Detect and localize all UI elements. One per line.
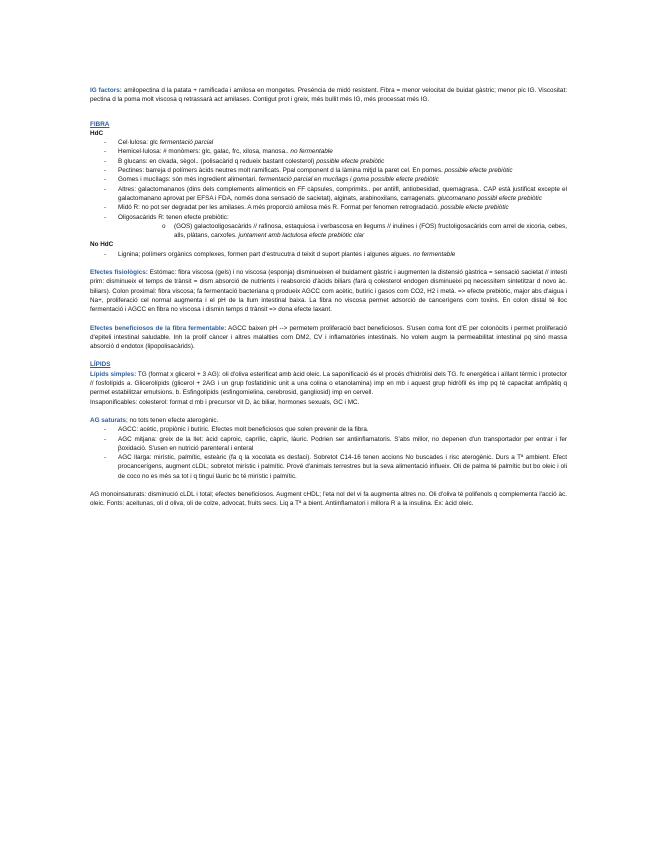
item-text: : són més ingredient alimentari. [168, 176, 259, 184]
list-item [104, 435, 567, 454]
item-note: no fermentable [290, 148, 333, 156]
item-note: glucomanano possibl efecte prebiòtic [437, 194, 542, 202]
item-term: Oligosacàrids R [118, 213, 163, 221]
item-term: Altres [118, 185, 135, 193]
saturated-fa-list [90, 425, 567, 481]
list-item [104, 147, 567, 156]
ig-factors-paragraph [90, 86, 567, 105]
fibra-list [90, 138, 567, 240]
item-term: AGCC [118, 426, 137, 434]
item-text: : # monòmers: glc, galac, frc, xilosa, manosa.. [159, 148, 291, 156]
item-note: possible efecte prebiòtic [444, 167, 513, 175]
item-term: Pectines [118, 167, 143, 175]
item-note: possible efecte prebiòtic [316, 157, 385, 165]
list-item [104, 453, 567, 481]
physiological-effects-label: Efectes fisiològics: [90, 269, 148, 277]
physiological-effects-text: Estómac: fibra viscosa (gels) i no viscosa (esponja) disminueixen el buidament gàstric i augmenten la distensió gàstrica = sensació sacietat // intesti prim: disminueix el temps de trànsit = dism absorció de nutrients i reabsorció d'àcids biliars (farà q colesterol endogen disminueixi pq necessitem sintetitzar d novo àc. biliars). Colon proximal: fibra viscosa; fa fermentació bacteriana q produeix AGCC com acètic, butíric i gasos com CO2, H2 i metà. => efecte prebiòtic, major abs d'aigua i Na+, proliferació cel normal augmenta i el pH de la llum intestinal baixa. La fibra no viscosa permet adsorció de cancerígens com toxins. En colon distal té lloc fermentació i AGCC en fibra no viscosa i dismin temps d trànsit => dona efecte laxant. [90, 269, 567, 314]
item-term: Β glucans [118, 157, 146, 165]
item-note: fermentació parcial en mucílags i goma possible efecte prebiòtic [258, 176, 439, 184]
ig-factors-label: IG factors: [90, 87, 122, 94]
item-text: : acètic, propiònic i butíric. Efectes molt beneficiosos que solen prevenir de la fibra. [136, 426, 369, 434]
unsaponifiable-paragraph: Insaponificables: colesterol: format d mb i precursor vit D, àc biliar, hormones sexuals, GC i MC. [90, 398, 360, 406]
list-item [104, 213, 567, 241]
monounsaturated-fa-label: AG monoinsaturats [90, 490, 145, 498]
item-text: (GOS) galactooligosacàrids // rafinosa, estaquiosa i verbascosa en llegums // inulines i (FOS) fructoligosacàrids com arrel de xicoria, cebes, alls, plàtans, carxofes. [174, 222, 567, 240]
item-note: juntament amb lactulosa efecte prebiòtic clar [238, 232, 365, 240]
list-item [104, 175, 567, 184]
list-item [162, 222, 567, 241]
item-text: : galactomananos (dins dels complements alimenticis en FF càpsules, comprimits.. per antiifl, antiobesidad, quemagrasa.. CAP està justificat excepte el galactomanano aprovat per EFSA i FDA, només dona sensació de sacietat), alginats, arabinoxilans, carragenats. [118, 185, 567, 202]
fermentable-fibre-label: Efectes beneficiosos de la fibra fermentable: [90, 324, 227, 332]
item-text: : en civada, sègol.. (polisacàrid q redueix bastant colesterol) [145, 157, 317, 165]
item-note: fermentació parcial [159, 139, 214, 147]
item-term: Gomes i mucílags [118, 176, 169, 184]
fibra-heading: FIBRA [90, 120, 110, 128]
no-hdc-subheading: No HdC [90, 241, 114, 249]
item-term: Cel·lulosa [118, 139, 147, 147]
fermentable-fibre-paragraph [90, 324, 567, 352]
fermentable-fibre-text: AGCC baixen pH --> permetem proliferació bact beneficiosos. S'usen coma font d'E per colonòcits i permet proliferació d'epiteli intestinal saludable. Inh la prolif càncer i altres malalties com DM2, CV i inflamatòries intestinals. No volem augm la permeabilitat intestinal pq sinó massa absorció d endotox (lipopolisacàrids). [90, 324, 567, 351]
ig-factors-text: amilopectina d la patata + ramificada i amilosa en mongetes. Presència de midó resistent. Fibra = menor velocitat de buidat gàstric; menor pic IG. Viscositat: pectina d la poma molt viscosa q retrassarà act amilases. Contigut prot i greix, més bullit més IG, més processat més IG. [90, 87, 567, 104]
item-note: no fermentable [412, 250, 456, 258]
list-item [104, 203, 567, 212]
item-text: : greix de la llet: àcid caproic, caprílic, càpric, làuric. Podrien ser antiinflamatoris. S'abs millor, no depenen d'un transportador per entrar i fer βoxidació. S'usen en nutrició parenteral i enteral [118, 435, 567, 452]
oligosaccharide-sublist [118, 222, 567, 241]
item-text: : tenen efecte prebiòtic: [162, 213, 229, 221]
item-note: possible efecte prebiòtic [440, 204, 509, 212]
item-text: : mirístic, palmític, esteàric (fa q la xocolata es desfaci). Sobretot C14-16 tenen accions No buscades i risc aterogènic. Durs a Tª ambient. Efect procancerígens, augment cLDL; sobretot mirístic i palmític. Prové d'animals terrestres but la seva alimentació influeix. Oli de palma té palmític but bo oleic i oli de coco no es més sa tot i q tingui làuric bc té mirístic i palmític. [118, 454, 567, 480]
item-text: ; polímers orgànics complexes, formen part d'estrucutra d teixit d suport plantes i algunes algues. [138, 250, 413, 258]
item-term: Lignina [118, 250, 139, 258]
list-item [104, 425, 567, 434]
lipids-heading: LÍPIDS [90, 361, 111, 369]
no-hdc-list [90, 250, 567, 259]
monounsaturated-fa-text: : disminució cLDL i total; efectes beneficiosos. Augment cHDL; l'eta nol del vi fa augmenta altres no. Oli d'oliva té polifenols q complementa l'acció àc. oleic. Fonts: aceitunas, oli d oliva, oli de colze, advocat, fruits secs. Liq a Tª a bient. Antiinflamatori i millora R a la insulina. Ex: àcid oleic. [90, 490, 567, 508]
physiological-effects-paragraph [90, 268, 567, 314]
list-item [104, 250, 567, 259]
item-term: Hemicel·lulosa [118, 148, 160, 156]
monounsaturated-fa-paragraph [90, 490, 567, 509]
item-term: AGC llarga [118, 454, 150, 462]
saturated-fa-label: AG saturats [90, 416, 126, 424]
saturated-fa-paragraph [90, 416, 567, 425]
item-text: : glc [146, 139, 160, 147]
hdc-subheading: HdC [90, 129, 104, 137]
list-item [104, 185, 567, 204]
item-term: AGC mitjana [118, 435, 155, 443]
document-page [90, 86, 567, 509]
item-text: : no pot ser degradat per les amilases. A més proporció amilosa més R. Format per fenomen retrogradació. [138, 204, 441, 212]
saturated-fa-text: ; no tots tenen efecte aterogènic. [125, 416, 219, 424]
item-text: : barreja d polímers àcids neutres molt ramificats. Ppal component d la làmina mitjd la paret cel. En pomes. [142, 167, 445, 175]
list-item [104, 157, 567, 166]
list-item [104, 138, 567, 147]
simple-lipids-paragraph [90, 370, 567, 398]
list-item [104, 166, 567, 175]
simple-lipids-label: Lípids simples: [90, 370, 137, 378]
item-term: Midó R [118, 204, 139, 212]
simple-lipids-text: TG (format x glicerol + 3 AG): oli d'oliva esterificat amb àcid oleic. La saponificació és el procés d'hidròlisi dels TG. fc energètica i aïllant tèrmic i protector // fosfolípids a. Glicerolípids (glicerol + 2AG i un grup fosfatidínic unit a una colina o etanolamina) imp en mb i aquest grup hidròfil és imp pq té capacitat amfipàtiq q permet estabilitzar emulsions. b. Esfingolípids (esfingomielina, cerebrosid, gangliosid) imp en cervell. [90, 370, 567, 397]
